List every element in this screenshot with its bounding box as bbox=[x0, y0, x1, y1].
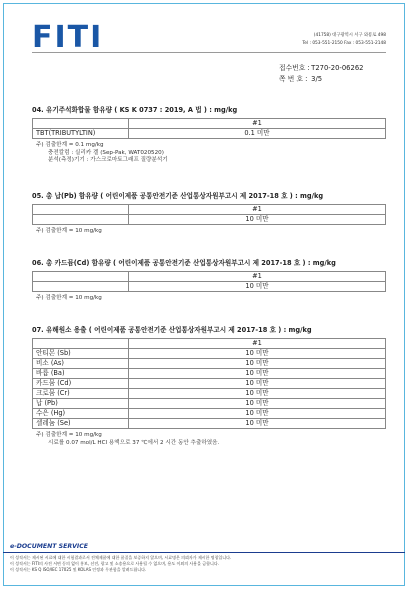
e-document-service-label: e-DOCUMENT SERVICE bbox=[10, 543, 88, 550]
table-row: 크로뮴 (Cr) 10 미만 bbox=[33, 389, 386, 399]
table-header-row: #1 bbox=[33, 205, 386, 215]
result-table bbox=[32, 204, 386, 225]
section-title: 06. 총 카드뮴(Cd) 함유량 ( 어린이제품 공통안전기준 산업통상자원부고시 제 2017-18 호 ) : mg/kg bbox=[32, 259, 336, 267]
table-row: 수은 (Hg) 10 미만 bbox=[33, 409, 386, 419]
address-line: (41758) 대구광역시 서구 와룡로 498 bbox=[313, 33, 386, 38]
table-row: 카드뮴 (Cd) 10 미만 bbox=[33, 379, 386, 389]
footer bbox=[3, 543, 405, 573]
footer-note: 이 성적서는 FITI의 사전 서면 동의 없이 홍보, 선전, 광고 및 소송용으로 사용될 수 없으며, 용도 이외의 사용을 금합니다. bbox=[10, 561, 219, 566]
table-row: 10 미만 bbox=[33, 282, 386, 292]
section-heavy-metal-migration bbox=[32, 325, 386, 447]
table-header-row: #1 bbox=[33, 272, 386, 282]
table-row: 납 (Pb) 10 미만 bbox=[33, 399, 386, 409]
footer-note: 이 성적서는 KS Q ISO/IEC 17025 및 KOLAS 인정과 무관함을 알려드립니다. bbox=[10, 567, 147, 572]
fiti-logo bbox=[32, 20, 127, 54]
table-row: 안티몬 (Sb) 10 미만 bbox=[33, 349, 386, 359]
section-title: 04. 유기주석화합물 함유량 ( KS K 0737 : 2019, A 법 ) : mg/kg bbox=[32, 106, 238, 114]
contact-line: Tel : 053-551-2150 Fax : 053-551-2148 bbox=[302, 41, 386, 46]
footer-divider bbox=[3, 552, 405, 553]
receipt-info bbox=[279, 63, 363, 85]
section-notes: 주) 검출한계 = 10 mg/kg bbox=[36, 228, 102, 234]
table-row: 셀레늄 (Se) 10 미만 bbox=[33, 419, 386, 429]
svg-text:FITI: FITI bbox=[32, 20, 104, 54]
section-organotin bbox=[32, 105, 386, 165]
section-notes: 주) 검출한계 = 0.1 mg/kg 충전칼럼 : 실리카 겔 (Sep-Pak, WAT020520) 분석(측정)기기 : 가스크로마토그래프 질량분석기 bbox=[36, 142, 168, 163]
header-divider bbox=[32, 52, 386, 53]
company-address bbox=[302, 32, 386, 48]
table-row: 비소 (As) 10 미만 bbox=[33, 359, 386, 369]
section-title: 05. 총 납(Pb) 함유량 ( 어린이제품 공통안전기준 산업통상자원부고시 제 2017-18 호 ) : mg/kg bbox=[32, 192, 324, 200]
result-table bbox=[32, 118, 386, 139]
page-number: 쪽 번 호 : 3/5 bbox=[279, 75, 323, 83]
table-header-row: #1 bbox=[33, 119, 386, 129]
receipt-number: 접수번호 : T270-20-06262 bbox=[279, 64, 364, 72]
table-row: 10 미만 bbox=[33, 215, 386, 225]
section-total-cadmium bbox=[32, 258, 386, 303]
section-total-lead bbox=[32, 191, 386, 236]
table-row: 바륨 (Ba) 10 미만 bbox=[33, 369, 386, 379]
table-header-row: #1 bbox=[33, 339, 386, 349]
section-notes: 주) 검출한계 = 10 mg/kg 시료를 0.07 mol/L HCl 용액으로 37 ℃에서 2 시간 동안 추출하였음. bbox=[36, 432, 220, 446]
section-notes: 주) 검출한계 = 10 mg/kg bbox=[36, 295, 102, 301]
footer-note: 이 성적서는 제시된 시료에 대한 시험결과로서 전체제품에 대한 품질을 보증하지 않으며, 시료명은 의뢰자가 제시한 명칭입니다. bbox=[10, 555, 232, 560]
result-table bbox=[32, 338, 386, 429]
table-row: TBT(TRIBUTYLTIN) 0.1 미만 bbox=[33, 129, 386, 139]
section-title: 07. 유해원소 용출 ( 어린이제품 공통안전기준 산업통상자원부고시 제 2017-18 호 ) : mg/kg bbox=[32, 326, 312, 334]
result-table bbox=[32, 271, 386, 292]
